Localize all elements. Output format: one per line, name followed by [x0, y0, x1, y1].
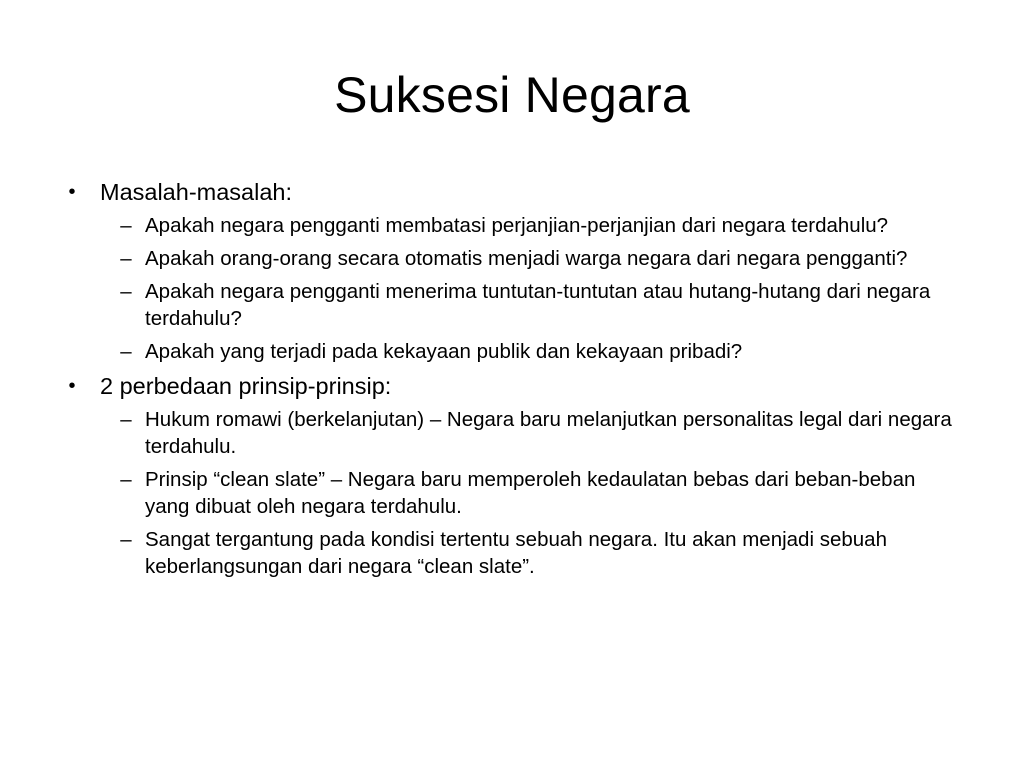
dash-icon: –: [120, 528, 132, 551]
dash-icon: –: [120, 408, 132, 431]
sub-item-text: Hukum romawi (berkelanjutan) – Negara baru melanjutkan personalitas legal dari negara terdahulu.: [145, 408, 952, 458]
bullet-item: [62, 371, 972, 401]
slide-body: [62, 177, 972, 586]
sub-list: [62, 406, 972, 580]
bullet-item: [62, 177, 972, 207]
sub-item-text: Apakah negara pengganti menerima tuntutan-tuntutan atau hutang-hutang dari negara terdahulu?: [145, 280, 931, 330]
slide-title: Suksesi Negara: [334, 67, 690, 123]
dash-icon: –: [120, 214, 132, 237]
bullet-icon: •: [68, 375, 76, 397]
sub-item: [62, 526, 965, 580]
bullet-label: 2 perbedaan prinsip-prinsip:: [100, 373, 392, 399]
bullet-icon: •: [68, 181, 76, 203]
sub-item: [62, 338, 965, 365]
sub-item-text: Apakah negara pengganti membatasi perjanjian-perjanjian dari negara terdahulu?: [145, 214, 889, 237]
sub-item: [62, 406, 965, 460]
dash-icon: –: [120, 468, 132, 491]
sub-item: [62, 245, 965, 272]
bullet-label: Masalah-masalah:: [100, 179, 293, 205]
sub-item-text: Apakah yang terjadi pada kekayaan publik dan kekayaan pribadi?: [145, 340, 743, 363]
sub-item-text: Prinsip “clean slate” – Negara baru memperoleh kedaulatan bebas dari beban-beban yang dibuat oleh negara terdahulu.: [145, 468, 916, 518]
sub-item-text: Sangat tergantung pada kondisi tertentu sebuah negara. Itu akan menjadi sebuah keberlangsungan dari negara “clean slate”.: [145, 528, 887, 578]
sub-item: [62, 278, 965, 332]
sub-item: [62, 466, 965, 520]
sub-item: [62, 212, 965, 239]
sub-list: [62, 212, 972, 365]
dash-icon: –: [120, 340, 132, 363]
sub-item-text: Apakah orang-orang secara otomatis menjadi warga negara dari negara pengganti?: [145, 247, 908, 270]
dash-icon: –: [120, 247, 132, 270]
dash-icon: –: [120, 280, 132, 303]
